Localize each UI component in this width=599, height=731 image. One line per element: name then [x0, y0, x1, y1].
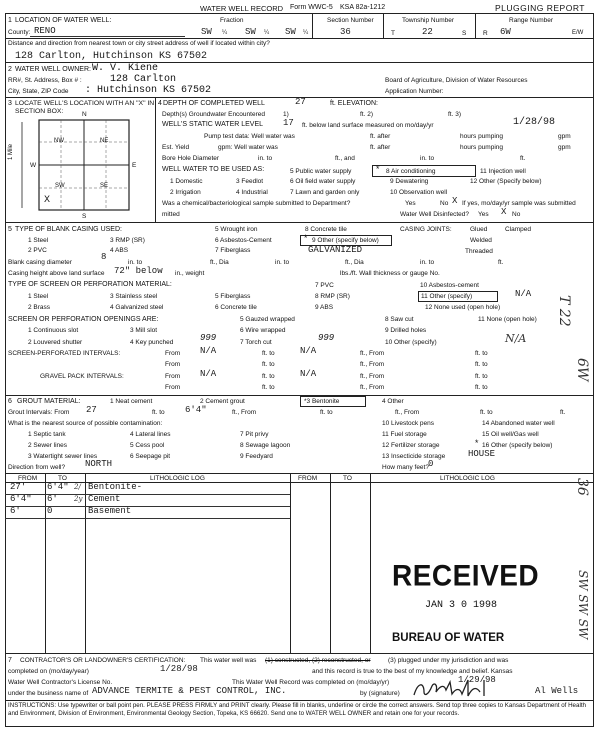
bore-in-to: in. to [258, 155, 273, 162]
log-row-1-to: 6'4" [47, 482, 69, 492]
log-row-2-from: 6'4" [10, 494, 32, 504]
ksa-ref: KSA 82a-1212 [340, 4, 386, 11]
grout-from: 27 [86, 405, 97, 415]
open-2: 2 Louvered shutter [28, 339, 83, 346]
section-7-number: 7 [8, 657, 12, 664]
plugging-title: PLUGGING REPORT [495, 3, 585, 13]
disinfected-yes: Yes [478, 211, 489, 218]
divider [5, 700, 594, 701]
log-header-from: FROM [18, 475, 38, 482]
form-title: WATER WELL RECORD [200, 4, 284, 13]
section-number-label: Section Number [327, 17, 374, 24]
static-date: 1/28/98 [513, 117, 556, 128]
log-row-1-desc: Bentonite- [88, 482, 143, 492]
city-label: City, State, ZIP Code [8, 88, 69, 95]
township-prefix: T [391, 30, 395, 37]
range-ew: E/W [572, 30, 584, 36]
range-label: Range Number [509, 17, 554, 24]
by-signature: by (signature) [360, 690, 400, 697]
log-col [45, 473, 46, 653]
log-row-line [5, 518, 290, 519]
license-label: Water Well Contractor's License No. [8, 679, 113, 686]
gp-from-2: From [165, 384, 181, 391]
open-1: 1 Continuous slot [28, 327, 79, 334]
true-text: and this record is true to the best of my knowledge and belief. Kansas [312, 668, 513, 675]
use-label: WELL WATER TO BE USED AS: [162, 166, 265, 173]
height-lbs: lbs./ft. Wall thickness or gauge No. [340, 270, 440, 277]
groundwater-label: Depth(s) Groundwater Encountered [162, 111, 265, 118]
bact-no-mark: X [452, 196, 458, 206]
groundwater-1: 1) [283, 111, 289, 118]
casing-opt-3: 3 RMP (SR) [110, 237, 145, 244]
distance-value: 128 Carlton, Hutchinson KS 67502 [15, 51, 208, 62]
contam-9: 9 Feedyard [240, 453, 273, 460]
township-suffix: S [462, 30, 467, 37]
si-na-1: N/A [200, 346, 217, 356]
screen-opt-11: 11 Other (specify) [421, 293, 473, 300]
contam-13: 13 Insecticide storage [382, 453, 446, 460]
contam-8: 8 Sewage lagoon [240, 442, 291, 449]
gravel-label: GRAVEL PACK INTERVALS: [40, 373, 124, 380]
fraction-2: SW [245, 27, 256, 37]
yield-gpm: gpm: Well water was [218, 144, 278, 151]
owner-city: : Hutchinson KS 67502 [85, 85, 212, 96]
section-4-number: 4 [158, 100, 162, 107]
contam-15: 15 Oil well/Gas well [482, 431, 539, 438]
joints-glued: Glued [470, 226, 488, 233]
height-value: 72" below [114, 266, 163, 276]
section-1-number: 1 [8, 17, 12, 24]
casing-opt-8: 8 Concrete tile [305, 226, 347, 233]
use-5: 5 Public water supply [290, 168, 352, 175]
diam-value: 8 [101, 252, 107, 262]
screen-int-label: SCREEN-PERFORATED INTERVALS: [8, 350, 121, 357]
disinfected-mark: X [501, 207, 507, 217]
contam-6: 6 Seepage pit [130, 453, 171, 460]
disinfected-label: Water Well Disinfected? [400, 211, 469, 218]
casing-type-label: TYPE OF BLANK CASING USED: [15, 226, 122, 233]
use-3: 3 Feedlot [236, 178, 264, 185]
south-label: S [82, 213, 87, 220]
grout-ft-from-2: ft., From [395, 409, 420, 416]
casing-other-mark: * [303, 234, 309, 244]
use-8: 8 Air conditioning [386, 168, 436, 175]
use-11: 11 Injection well [480, 168, 526, 175]
location-label: LOCATION OF WATER WELL: [15, 17, 112, 24]
gp-ft-from-1: ft., From [360, 373, 385, 380]
log-header-from-2: FROM [298, 475, 318, 482]
log-row-1-from: 27' [10, 482, 27, 492]
margin-t22: T 22 [556, 295, 572, 327]
depth-value: 27 [295, 97, 306, 107]
open-other-value: N/A [505, 332, 527, 345]
use-6: 6 Oil field water supply [290, 178, 356, 185]
divider [5, 473, 594, 474]
log-row-2-to: 6' [47, 494, 58, 504]
screen-opt-9: 9 ABS [315, 304, 334, 311]
diam-label: Blank casing diameter [8, 259, 72, 266]
contam-3: 3 Watertight sewer lines [28, 453, 98, 460]
log-row-2-note: 2y [74, 495, 83, 503]
cert-label: CONTRACTOR'S OR LANDOWNER'S CERTIFICATION: [20, 657, 186, 664]
screen-type-label: TYPE OF SCREEN OR PERFORATION MATERIAL: [8, 281, 172, 288]
bore-ft: ft. [520, 155, 526, 162]
pump-hours: hours pumping [460, 133, 503, 140]
business-label: under the business name of [8, 690, 89, 697]
log-row-3-to: 0 [47, 506, 53, 516]
joints-welded: Welded [470, 237, 492, 244]
county-line [30, 36, 185, 37]
depth-label: DEPTH OF COMPLETED WELL [163, 100, 265, 107]
open-10: 10 Other (specify) [385, 339, 437, 346]
si-ft-to-2: ft. to [475, 350, 488, 357]
log-col [330, 473, 331, 653]
si-na-2: N/A [300, 346, 317, 356]
contam-1: 1 Septic tank [28, 431, 66, 438]
casing-other-value: GALVANIZED [308, 245, 363, 255]
yield-gpm-end: gpm [558, 144, 571, 151]
form-number: Form WWC-5 [290, 4, 333, 11]
casing-opt-7: 7 Fiberglass [215, 247, 251, 254]
ne-label: NE [100, 138, 109, 144]
log-header-log-2: LITHOLOGIC LOG [440, 475, 495, 482]
open-4: 4 Key punched [130, 339, 174, 346]
north-label: N [82, 111, 87, 118]
grout-to: 6'4" [185, 405, 207, 415]
margin-36: 36 [574, 478, 590, 496]
si-from-2: From [165, 361, 181, 368]
range-value: 6W [500, 27, 511, 37]
log-header-to-2: TO [343, 475, 352, 482]
owner-name: W. V. Kiene [92, 63, 159, 74]
business-value: ADVANCE TERMITE & PEST CONTROL, INC. [92, 686, 287, 696]
se-label: SE [100, 183, 109, 189]
cert-text-1: This water well was [200, 657, 257, 664]
height-label: Casing height above land surface [8, 270, 105, 277]
joints-threaded: Threaded [465, 248, 493, 255]
diam-in-to-2: in. to [275, 259, 290, 266]
use-9: 9 Dewatering [390, 178, 429, 185]
gp-from-1: From [165, 373, 181, 380]
log-row-3-from: 6' [10, 506, 21, 516]
open-11: 11 None (open hole) [478, 316, 537, 323]
margin-6w: 6W [574, 358, 590, 382]
diam-ft-dia-2: ft., Dia [345, 259, 364, 266]
pump-gpm: gpm [558, 133, 571, 140]
grout-opt-1: 1 Neat cement [110, 398, 153, 405]
grout-ft-end: ft. [560, 409, 566, 416]
log-header-log: LITHOLOGIC LOG [150, 475, 205, 482]
section-3-number: 3 [8, 100, 12, 107]
cert-text-2: (3) plugged under my jurisdiction and was [388, 657, 509, 664]
diam-ft-dia: ft., Dia [210, 259, 229, 266]
signature [410, 678, 520, 700]
gp-ft-to-3: ft. to [262, 384, 275, 391]
static-suffix: ft. below land surface measured on mo/day/yr [302, 122, 434, 129]
contam-12: 12 Fertilizer storage [382, 442, 440, 449]
distance-label: Distance and direction from nearest town or city street address of well if located within city? [8, 40, 270, 47]
contam-4: 4 Lateral lines [130, 431, 171, 438]
section-5-number: 5 [8, 226, 12, 233]
bact-yes: Yes [405, 200, 416, 207]
board-label: Board of Agriculture, Division of Water Resources [385, 77, 528, 84]
use-12: 12 Other (Specify below) [470, 178, 542, 185]
record-label: This Water Well Record was completed on (mo/day/yr) [232, 679, 390, 686]
elevation-label: ft. ELEVATION: [330, 100, 378, 107]
completed-label: completed on (mo/day/year) [8, 668, 89, 675]
open-3: 3 Mill slot [130, 327, 158, 334]
grout-ft-from: ft., From [232, 409, 257, 416]
log-col [370, 473, 371, 653]
open-8: 8 Saw cut [385, 316, 414, 323]
use-mark: * [375, 165, 381, 175]
section-2-number: 2 [8, 66, 12, 73]
divider [475, 13, 476, 38]
owner-address: 128 Carlton [110, 74, 177, 85]
received-stamp: RECEIVED [392, 559, 540, 592]
open-7: 7 Torch cut [240, 339, 272, 346]
signer-name: Al Wells [535, 686, 579, 696]
screen-opt-2: 2 Brass [28, 304, 51, 311]
use-7: 7 Lawn and garden only [290, 189, 360, 196]
county-value: RENO [34, 26, 56, 36]
height-weight: in., weight [175, 270, 205, 277]
contam-7: 7 Pit privy [240, 431, 269, 438]
log-col [290, 473, 291, 653]
completed-value: 1/28/98 [160, 664, 198, 674]
grout-ft-to-3: ft. to [480, 409, 493, 416]
gp-na-2: N/A [300, 369, 317, 379]
casing-opt-1: 1 Steel [28, 237, 49, 244]
contam-14: 14 Abandoned water well [482, 420, 555, 427]
quarter-1: ¼ [222, 30, 228, 36]
gp-na-1: N/A [200, 369, 217, 379]
bore-label: Bore Hole Diameter [162, 155, 220, 162]
west-label: W [30, 162, 37, 169]
yield-ft-after: ft. after [370, 144, 391, 151]
screen-opt-8: 8 RMP (SR) [315, 293, 350, 300]
gp-ft-to-2: ft. to [475, 373, 488, 380]
diam-in-to: in. to [128, 259, 143, 266]
cert-struck: (1) constructed, (2) reconstructed, or [265, 657, 371, 664]
diam-in-to-3: in. to [420, 259, 435, 266]
gp-ft-to-1: ft. to [262, 373, 275, 380]
pump-ft-after: ft. after [370, 133, 391, 140]
grout-intervals-label: Grout Intervals: From [8, 409, 70, 416]
section-6-number: 6 [8, 398, 12, 405]
use-1: 1 Domestic [170, 178, 203, 185]
bore-ft-and: ft., and [335, 155, 355, 162]
groundwater-3: ft. 3) [448, 111, 462, 118]
township-label: Township Number [402, 17, 455, 24]
margin-sw: SW SW SW [576, 570, 590, 640]
township-value: 22 [422, 27, 433, 37]
joints-clamped: Clamped [505, 226, 532, 233]
gp-ft-to-4: ft. to [475, 384, 488, 391]
sw-label: SW [55, 183, 65, 189]
groundwater-2: ft. 2) [360, 111, 374, 118]
si-ft-to-4: ft. to [475, 361, 488, 368]
quarter-2: ¼ [264, 30, 270, 36]
grout-opt-4: 4 Other [382, 398, 404, 405]
screen-opt-6: 6 Concrete tile [215, 304, 257, 311]
si-ft-to-3: ft. to [262, 361, 275, 368]
si-ft-from-2: ft., From [360, 361, 385, 368]
range-prefix: R [483, 30, 488, 37]
log-row-3-desc: Basement [88, 506, 132, 516]
use-4: 4 Industrial [236, 189, 268, 196]
log-row-1-note: 2/ [74, 483, 81, 491]
divider [383, 13, 384, 38]
bureau-stamp: BUREAU OF WATER [392, 632, 505, 644]
grout-ft-to: ft. to [152, 409, 165, 416]
casing-opt-4: 4 ABS [110, 247, 129, 254]
direction-label: Direction from well? [8, 464, 66, 471]
log-header-to: TO [58, 475, 67, 482]
si-ft-from-1: ft., From [360, 350, 385, 357]
mitted-label: mitted [162, 211, 180, 218]
torch-mark: 999 [318, 333, 335, 343]
divider [155, 98, 156, 222]
record-date: 1/29/98 [458, 675, 496, 685]
pump-label: Pump test data: Well water was [204, 133, 295, 140]
key-mark: 999 [200, 333, 217, 343]
contam-10: 10 Livestock pens [382, 420, 435, 427]
contam-label: What is the nearest source of possible contamination: [8, 420, 163, 427]
direction-value: NORTH [85, 459, 113, 469]
feet-value: 0 [428, 459, 434, 469]
casing-opt-9: 9 Other (specify below) [312, 237, 379, 244]
open-5: 5 Gauzed wrapped [240, 316, 295, 323]
grout-opt-3: *3 Bentonite [304, 398, 340, 405]
address-label: RR#, St. Address, Box # : [8, 77, 82, 84]
static-value: 17 [283, 118, 294, 128]
use-10: 10 Observation well [390, 189, 448, 196]
divider [312, 13, 313, 38]
si-ft-to-1: ft. to [262, 350, 275, 357]
bact-label: Was a chemical/bacteriological sample submitted to Department? [162, 200, 351, 207]
bact-if-yes: If yes, mo/day/yr sample was submitted [462, 200, 576, 207]
section-number-value: 36 [340, 27, 351, 37]
open-6: 6 Wire wrapped [240, 327, 286, 334]
feet-label: How many feet? [382, 464, 429, 471]
divider [5, 222, 594, 223]
screen-opt-3: 3 Stainless steel [110, 293, 158, 300]
quarter-3: ¼ [303, 30, 309, 36]
bact-no: No [440, 200, 449, 207]
grout-ft-to-2: ft. to [320, 409, 333, 416]
well-x-mark: X [44, 195, 51, 206]
east-label: E [132, 162, 137, 169]
joints-label: CASING JOINTS: [400, 226, 452, 233]
gp-ft-from-2: ft., From [360, 384, 385, 391]
screen-opt-12: 12 None used (open hole) [425, 304, 501, 311]
application-label: Application Number: [385, 88, 444, 95]
si-from-1: From [165, 350, 181, 357]
divider [5, 38, 594, 39]
casing-opt-5: 5 Wrought iron [215, 226, 258, 233]
contam-2: 2 Sewer lines [28, 442, 68, 449]
received-date: JAN 3 0 1998 [425, 600, 498, 611]
screen-opt-1: 1 Steel [28, 293, 49, 300]
contam-16: 16 Other (specify below) [482, 442, 553, 449]
contam-11: 11 Fuel storage [382, 431, 427, 438]
use-2: 2 Irrigation [170, 189, 201, 196]
contam-other-value: HOUSE [468, 449, 496, 459]
openings-label: SCREEN OR PERFORATION OPENINGS ARE: [8, 316, 159, 323]
grout-opt-2: 2 Cement grout [200, 398, 245, 405]
contam-5: 5 Cess pool [130, 442, 165, 449]
county-label: County: [8, 29, 31, 36]
divider [5, 653, 594, 654]
open-9: 9 Drilled holes [385, 327, 427, 334]
contam-other-mark: * [474, 439, 480, 449]
yield-label: Est. Yield [162, 144, 190, 151]
casing-opt-6: 6 Asbestos-Cement [215, 237, 272, 244]
log-col [85, 473, 86, 653]
fraction-3: SW [285, 27, 296, 37]
static-label: WELL'S STATIC WATER LEVEL [162, 121, 264, 128]
owner-label: WATER WELL OWNER: [15, 66, 91, 73]
instructions: INSTRUCTIONS: Use typewriter or ball point pen. PLEASE PRESS FIRMLY and PRINT clearly. Please fill in blanks, underline or circle the correct answers. Send top three copies to Kansas Department of Health and Environment, Division of Environment, Environmental Geology Section, Topeka, KS 66620. Send one to WATER WELL OWNER and retain one for your records. [8, 702, 586, 717]
screen-opt-7: 7 PVC [315, 282, 334, 289]
diam-ft: ft. [498, 259, 504, 266]
casing-opt-2: 2 PVC [28, 247, 47, 254]
bore-in-to-2: in. to [420, 155, 435, 162]
fraction-1: SW [201, 27, 212, 37]
disinfected-no: No [512, 211, 521, 218]
locate-label: LOCATE WELL'S LOCATION WITH AN "X" IN SECTION BOX: [15, 100, 155, 115]
log-row-2-desc: Cement [88, 494, 121, 504]
fraction-label: Fraction [220, 17, 244, 24]
nw-label: NW [54, 138, 64, 144]
screen-other-value: N/A [515, 289, 532, 299]
screen-opt-4: 4 Galvanized steel [110, 304, 164, 311]
screen-opt-10: 10 Asbestos-cement [420, 282, 479, 289]
grout-label: GROUT MATERIAL: [17, 398, 81, 405]
yield-hours: hours pumping [460, 144, 503, 151]
screen-opt-5: 5 Fiberglass [215, 293, 251, 300]
mile-label: 1 Mile [8, 143, 14, 160]
